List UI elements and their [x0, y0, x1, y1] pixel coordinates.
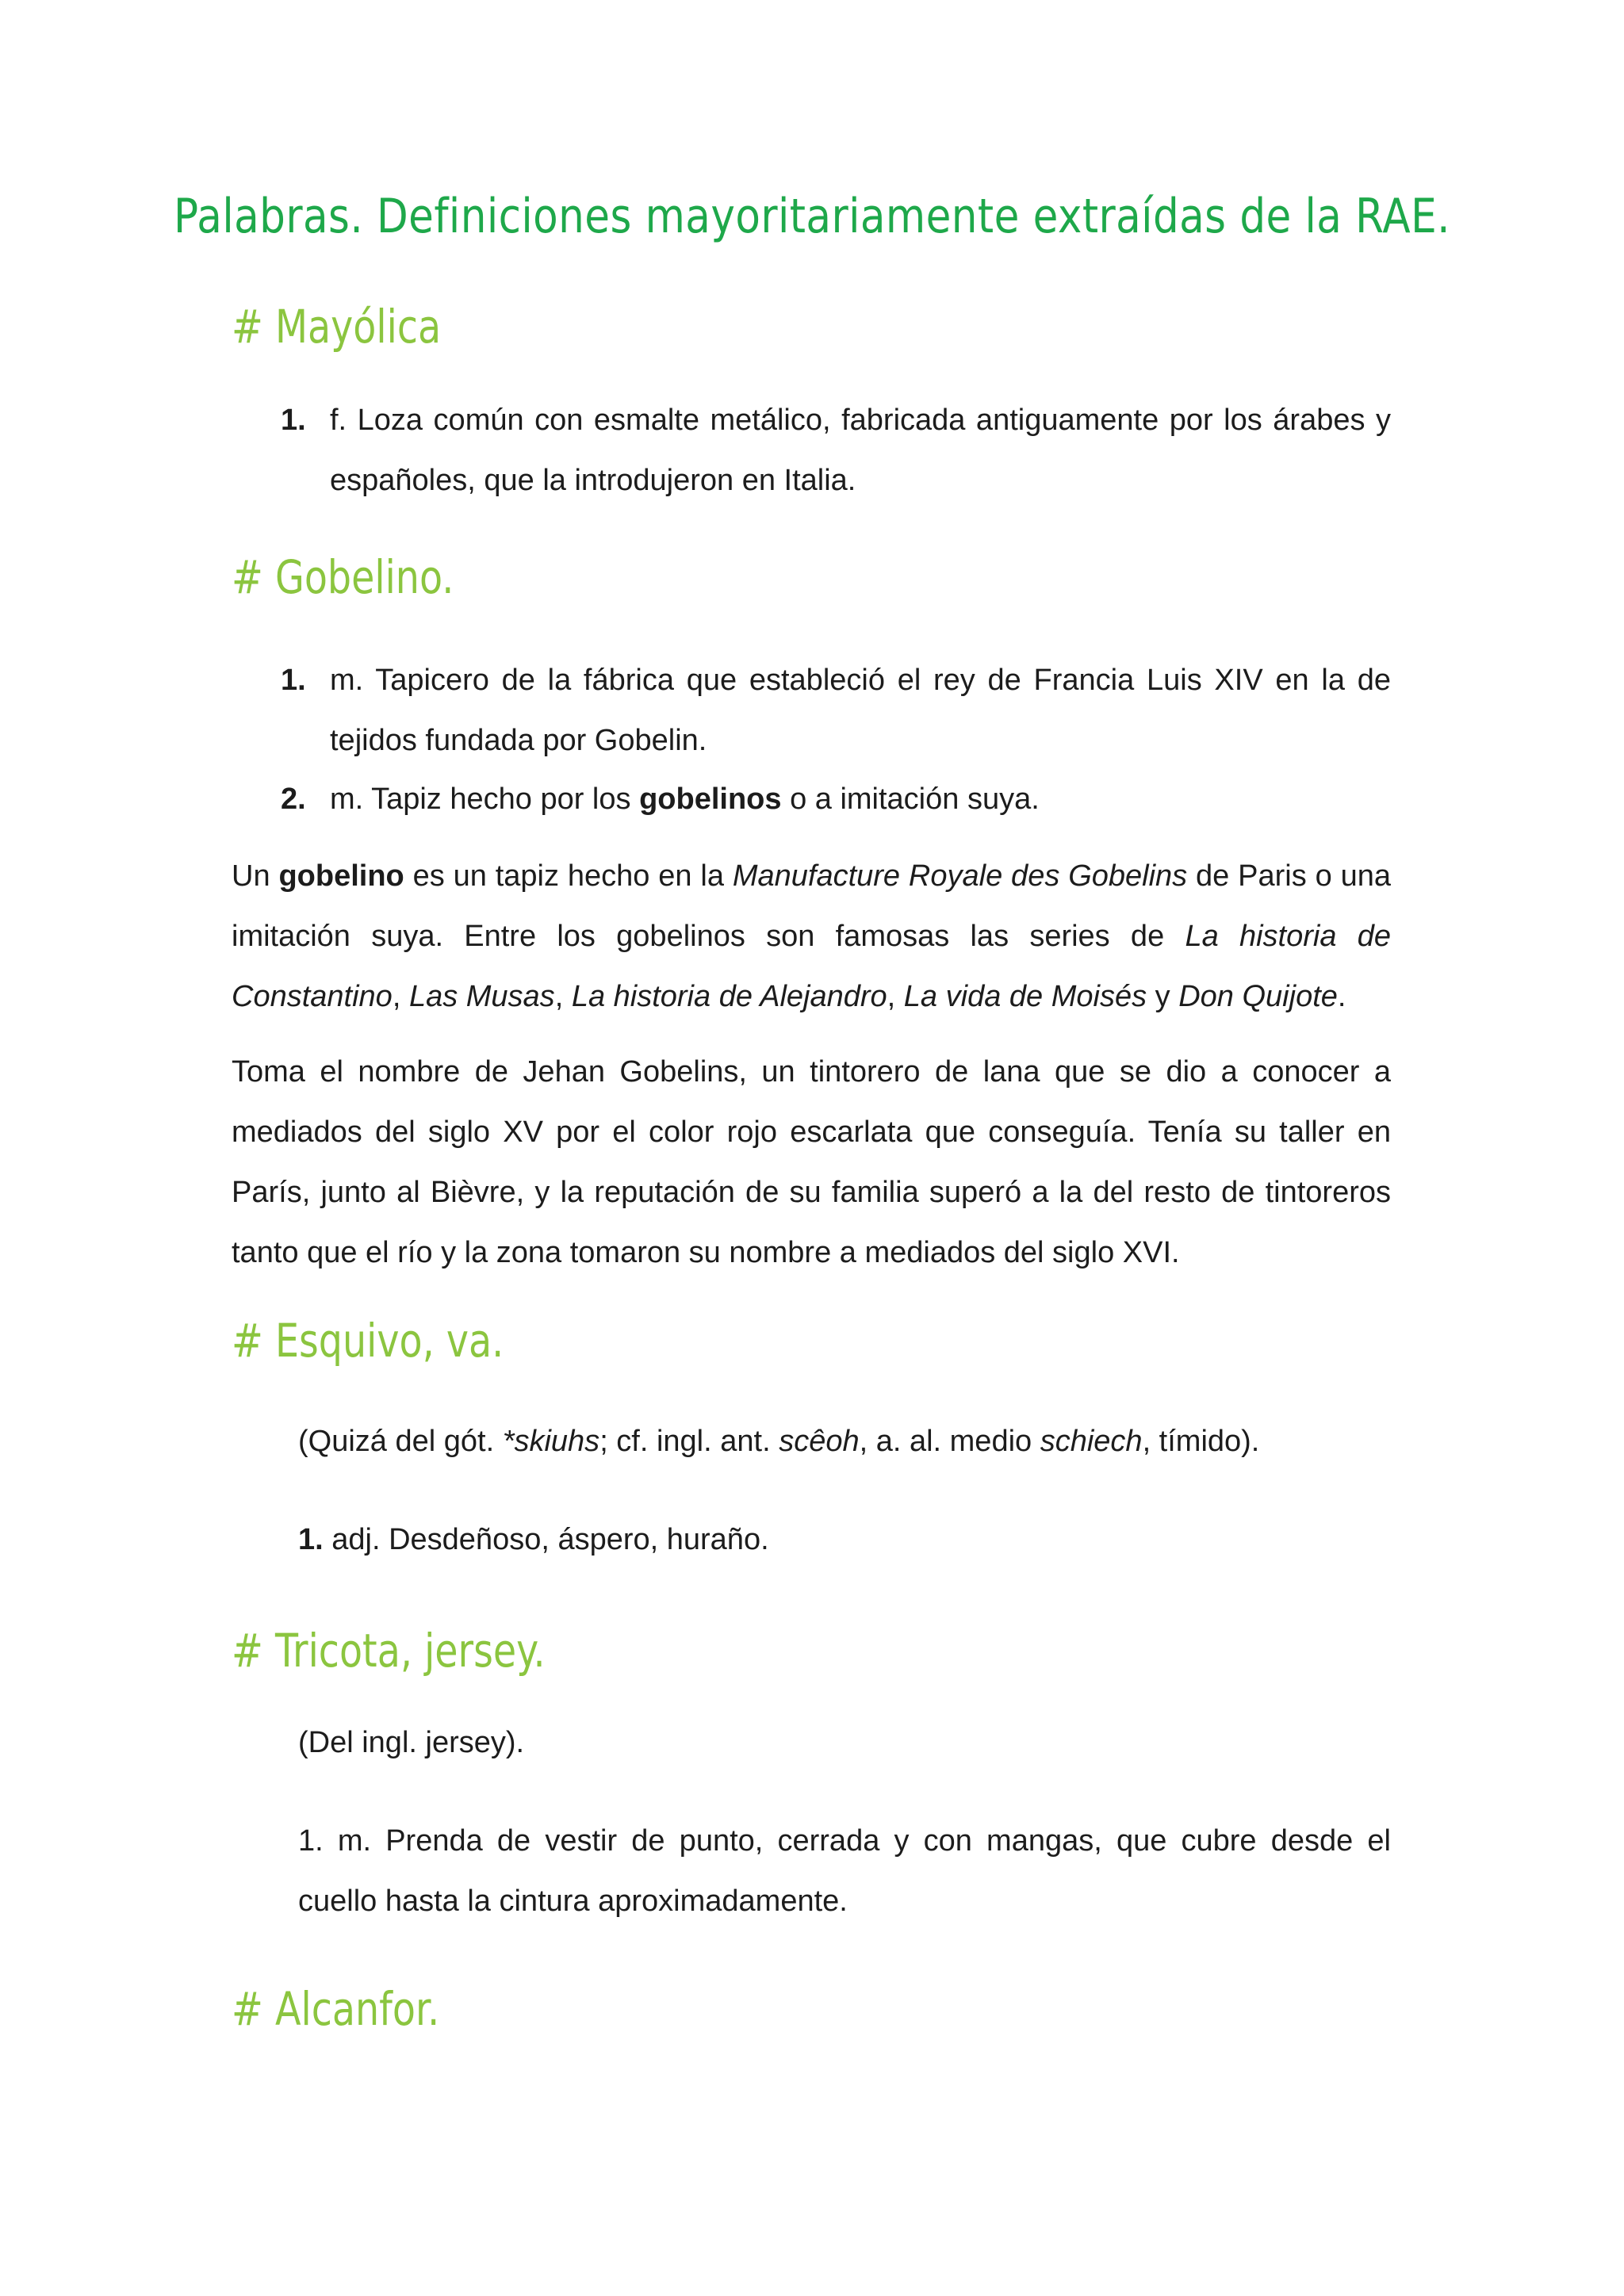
italic-term: Manufacture Royale des Gobelins: [732, 859, 1188, 893]
italic-term: La vida de Moisés: [903, 980, 1147, 1013]
heading-esquivo: # Esquivo, va.: [232, 1314, 504, 1368]
gobelino-paragraph-1: [232, 846, 1391, 1027]
bold-term: gobelino: [278, 859, 404, 893]
italic-term: *skiuhs: [502, 1425, 600, 1458]
heading-alcanfor: # Alcanfor.: [232, 1982, 440, 2036]
gobelino-definition-1: [281, 650, 1391, 771]
gobelino-paragraph-2: Toma el nombre de Jehan Gobelins, un tintorero de lana que se dio a conocer a mediados del siglo XV por el color rojo escarlata que conseguía. Tenía su taller en París, junto al Bièvre, y la reputación de su familia superó a la del resto de tintoreros tanto que el río y la zona tomaron su nombre a mediados del siglo XVI.: [232, 1055, 1391, 1269]
definition-number: 1.: [281, 404, 306, 437]
text-run: de Paris o una imitación suya. Entre los gobelinos son famosas las series de: [232, 859, 1391, 953]
definition-text: m. Tapicero de la fábrica que estableció el rey de Francia Luis XIV en la de tejidos fundada por Gobelin.: [330, 664, 1391, 757]
heading-tricota: # Tricota, jersey.: [232, 1624, 546, 1678]
text-run: Un: [232, 859, 279, 893]
definition-number: 2.: [281, 783, 306, 816]
text-run: o a imitación suya.: [781, 783, 1040, 816]
text-run: , a. al. medio: [859, 1425, 1040, 1458]
text-run: ,: [392, 980, 409, 1013]
definition-text: [330, 769, 1391, 829]
text-run: ; cf. ingl. ant.: [599, 1425, 779, 1458]
tricota-definition-1: 1. m. Prenda de vestir de punto, cerrada y con mangas, que cubre desde el cuello hasta la cintura aproximadamente.: [298, 1824, 1391, 1918]
definition-number: 1.: [281, 664, 306, 697]
text-run: (Quizá del gót.: [298, 1425, 503, 1458]
heading-mayolica: # Mayólica: [232, 300, 442, 354]
definition-number: 1.: [298, 1523, 324, 1556]
bold-term: gobelinos: [639, 783, 782, 816]
gobelino-definition-2: [281, 769, 1391, 829]
text-run: .: [1337, 980, 1346, 1013]
italic-term: scêoh: [779, 1425, 860, 1458]
definition-text: adj. Desdeñoso, áspero, huraño.: [323, 1523, 769, 1556]
italic-term: La historia de Constantino: [232, 920, 1391, 1013]
esquivo-etymology: [298, 1411, 1391, 1471]
definition-text: f. Loza común con esmalte metálico, fabricada antiguamente por los árabes y españoles, que la introdujeron en Italia.: [330, 404, 1391, 497]
esquivo-definition-1: [298, 1510, 1391, 1570]
italic-term: schiech: [1040, 1425, 1143, 1458]
tricota-etymology: (Del ingl. jersey).: [298, 1726, 525, 1759]
text-run: y: [1147, 980, 1179, 1013]
mayolica-definition-1: [281, 390, 1391, 511]
italic-term: Don Quijote: [1178, 980, 1338, 1013]
text-run: , tímido).: [1142, 1425, 1260, 1458]
page-title: Palabras. Definiciones mayoritariamente extraídas de la RAE.: [174, 189, 1450, 244]
text-run: m. Tapiz hecho por los: [330, 783, 640, 816]
text-run: ,: [887, 980, 904, 1013]
heading-gobelino: # Gobelino.: [232, 550, 454, 604]
italic-term: La historia de Alejandro: [571, 980, 887, 1013]
text-run: ,: [554, 980, 572, 1013]
text-run: es un tapiz hecho en la: [404, 859, 733, 893]
italic-term: Las Musas: [408, 980, 555, 1013]
